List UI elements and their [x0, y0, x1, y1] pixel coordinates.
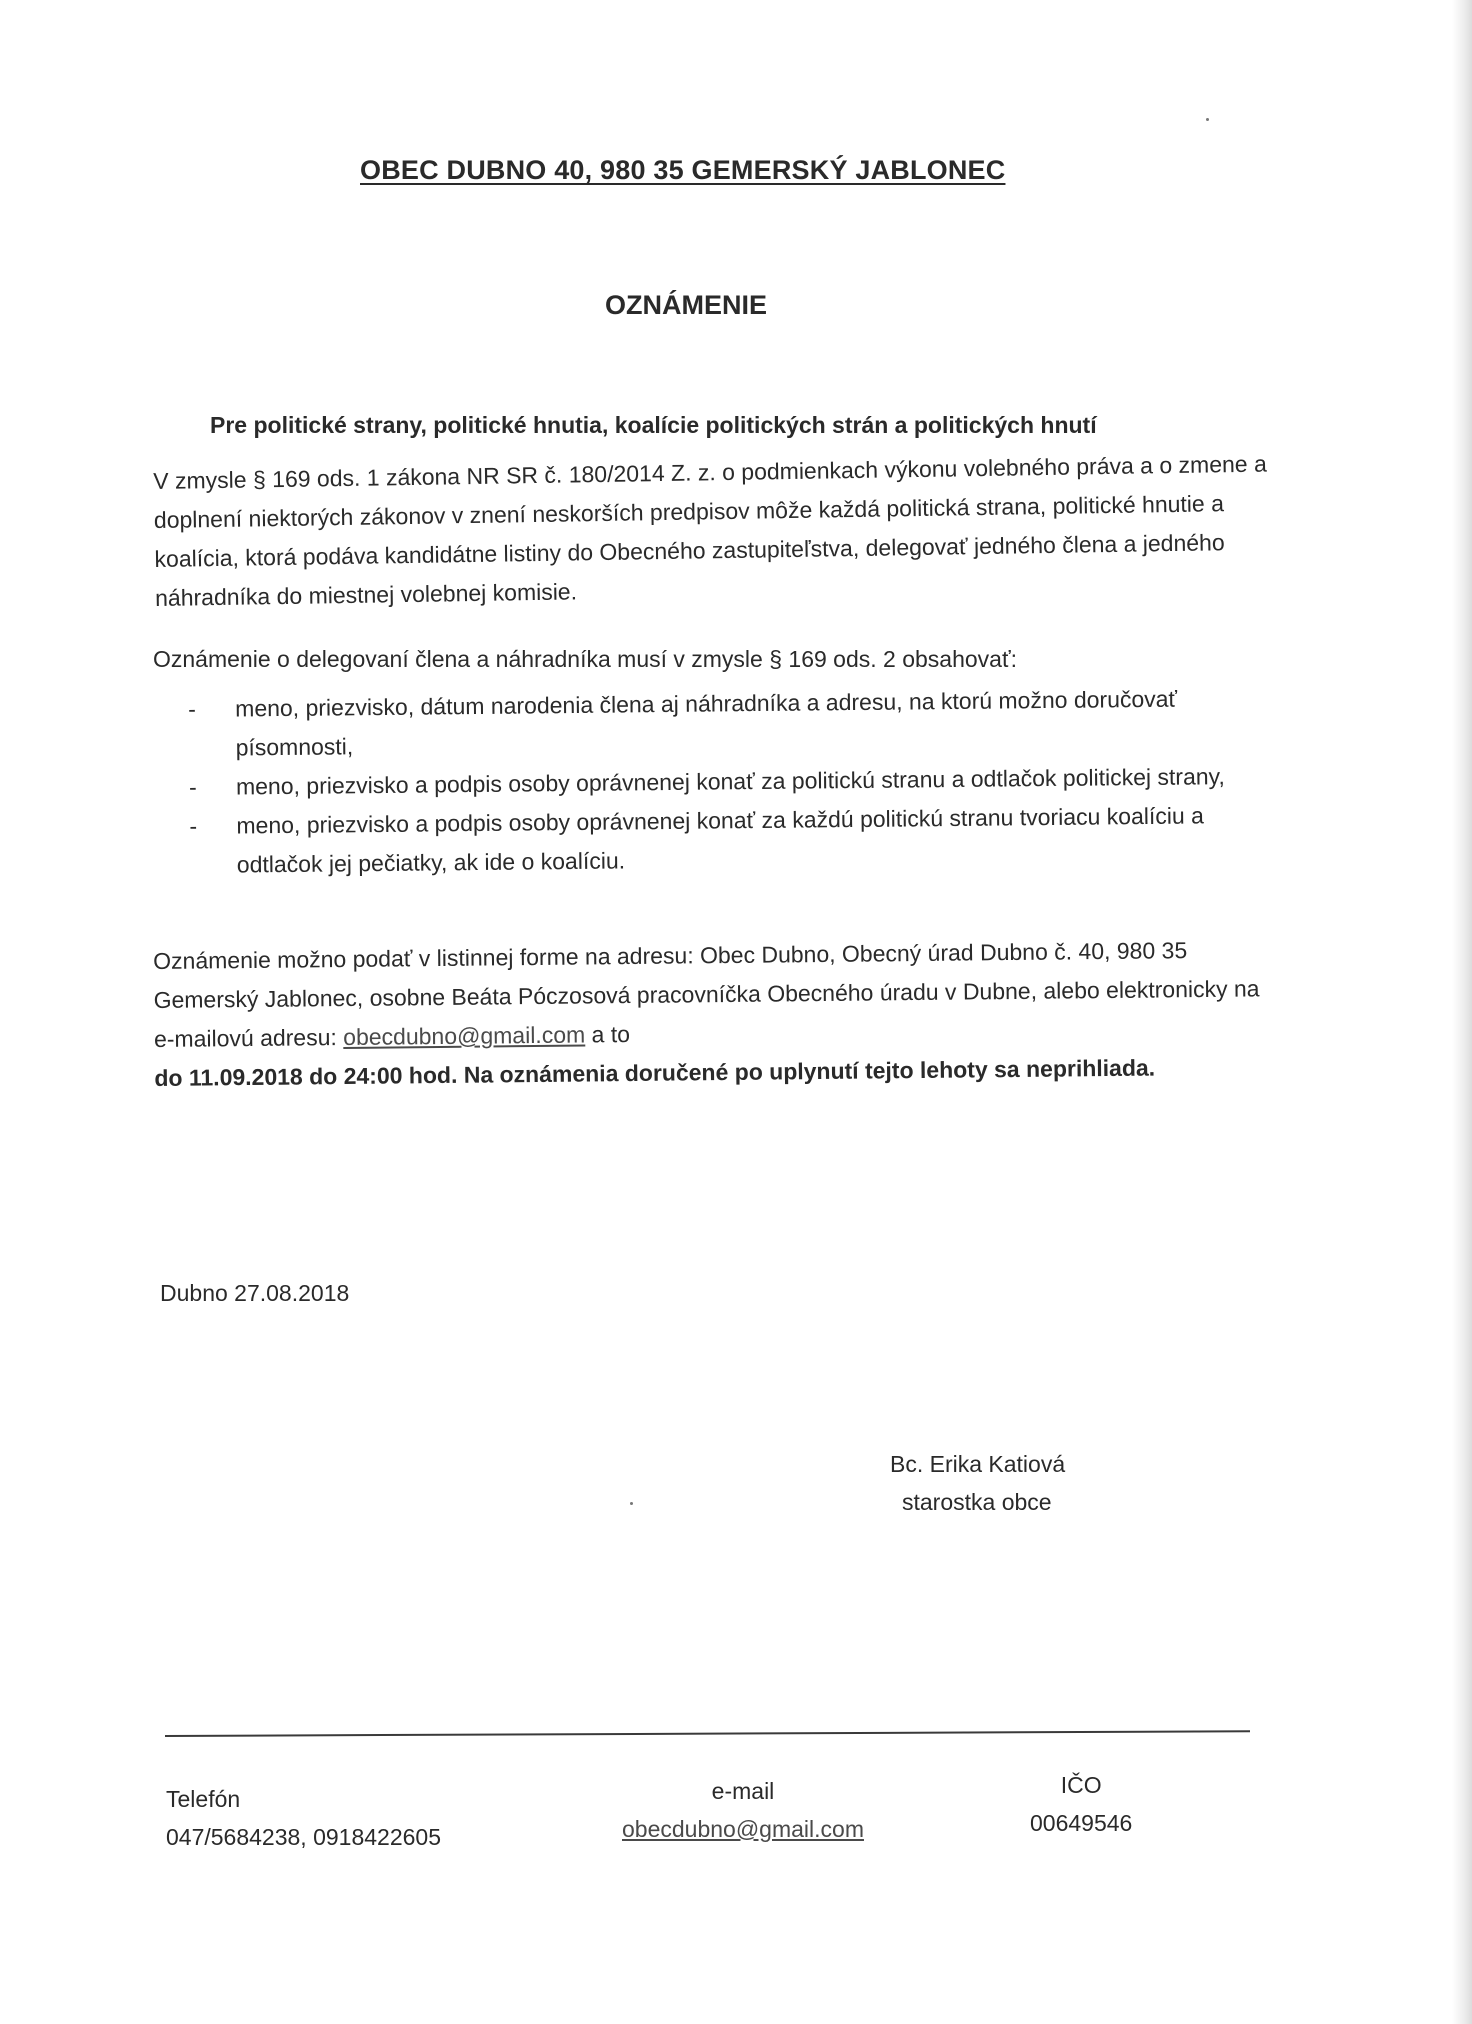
- submission-text-after: a to: [585, 1021, 631, 1048]
- submission-email-link[interactable]: obecdubno@gmail.com: [343, 1021, 586, 1051]
- list-item-text: meno, priezvisko, dátum narodenia člena aj náhradníka a adresu, na ktorú možno doručovať písomnosti,: [235, 685, 1178, 761]
- document-heading: OZNÁMENIE: [605, 290, 767, 320]
- municipality-header: OBEC DUBNO 40, 980 35 GEMERSKÝ JABLONEC: [360, 155, 1006, 185]
- footer-email: [622, 1772, 864, 1848]
- submission-text: Oznámenie možno podať v listinnej forme na adresu: Obec Dubno, Obecný úrad Dubno č. 40, 980 35 Gemerský Jablonec, osobne Beáta Póczosová pracovníčka Obecného úradu v Dubne, alebo elektronicky na e-mailovú adresu:: [153, 937, 1260, 1052]
- signatory-role: starostka obce: [902, 1489, 1052, 1515]
- footer-divider: [165, 1730, 1250, 1737]
- deadline-text: do 11.09.2018 do 24:00 hod. Na oznámenia doručené po uplynutí tejto lehoty sa neprihliada.: [154, 1054, 1156, 1091]
- list-item-text: meno, priezvisko a podpis osoby oprávnenej konať za každú politickú stranu tvoriacu koalíciu a odtlačok jej pečiatky, ak ide o koalíciu.: [236, 802, 1205, 878]
- document-date: Dubno 27.08.2018: [160, 1280, 350, 1306]
- scan-edge-shadow: [1452, 0, 1472, 2024]
- document-subtitle: Pre politické strany, politické hnutia, koalície politických strán a politických hnutí: [210, 412, 1097, 438]
- signature-block: [890, 1445, 1065, 1521]
- footer-ico: [1030, 1766, 1132, 1842]
- submission-paragraph: [153, 930, 1275, 1098]
- phone-label: Telefón: [166, 1786, 241, 1812]
- list-item: [188, 679, 1269, 768]
- email-label: e-mail: [711, 1778, 775, 1804]
- scan-speck: [1206, 118, 1209, 121]
- ico-label: IČO: [1060, 1772, 1102, 1798]
- requirements-intro: Oznámenie o delegovaní člena a náhradníka musí v zmysle § 169 ods. 2 obsahovať:: [153, 646, 1017, 672]
- signatory-name: Bc. Erika Katiová: [890, 1451, 1066, 1477]
- list-item-text: meno, priezvisko a podpis osoby oprávnenej konať za politickú stranu a odtlačok politickej strany,: [235, 763, 1225, 800]
- ico-value: 00649546: [1030, 1810, 1133, 1836]
- requirements-list: [188, 679, 1270, 885]
- footer-phone: [166, 1780, 441, 1856]
- bullet-dash: -: [188, 773, 197, 800]
- bullet-dash: -: [189, 812, 198, 839]
- list-item: [189, 796, 1270, 885]
- footer-email-link[interactable]: obecdubno@gmail.com: [622, 1816, 864, 1842]
- phone-value: 047/5684238, 0918422605: [166, 1824, 442, 1850]
- legal-basis-paragraph: V zmysle § 169 ods. 1 zákona NR SR č. 180/2014 Z. z. o podmienkach výkonu volebného práva a o zmene a doplnení niektorých zákonov v znení neskorších predpisov môže každá politická strana, politické hnutie a koalícia, ktorá podáva kandidátne listiny do Obecného zastupiteľstva, delegovať jedného člena a jedného náhradníka do miestnej volebnej komisie.: [153, 450, 1267, 611]
- bullet-dash: -: [188, 695, 197, 722]
- scan-speck: [630, 1502, 633, 1505]
